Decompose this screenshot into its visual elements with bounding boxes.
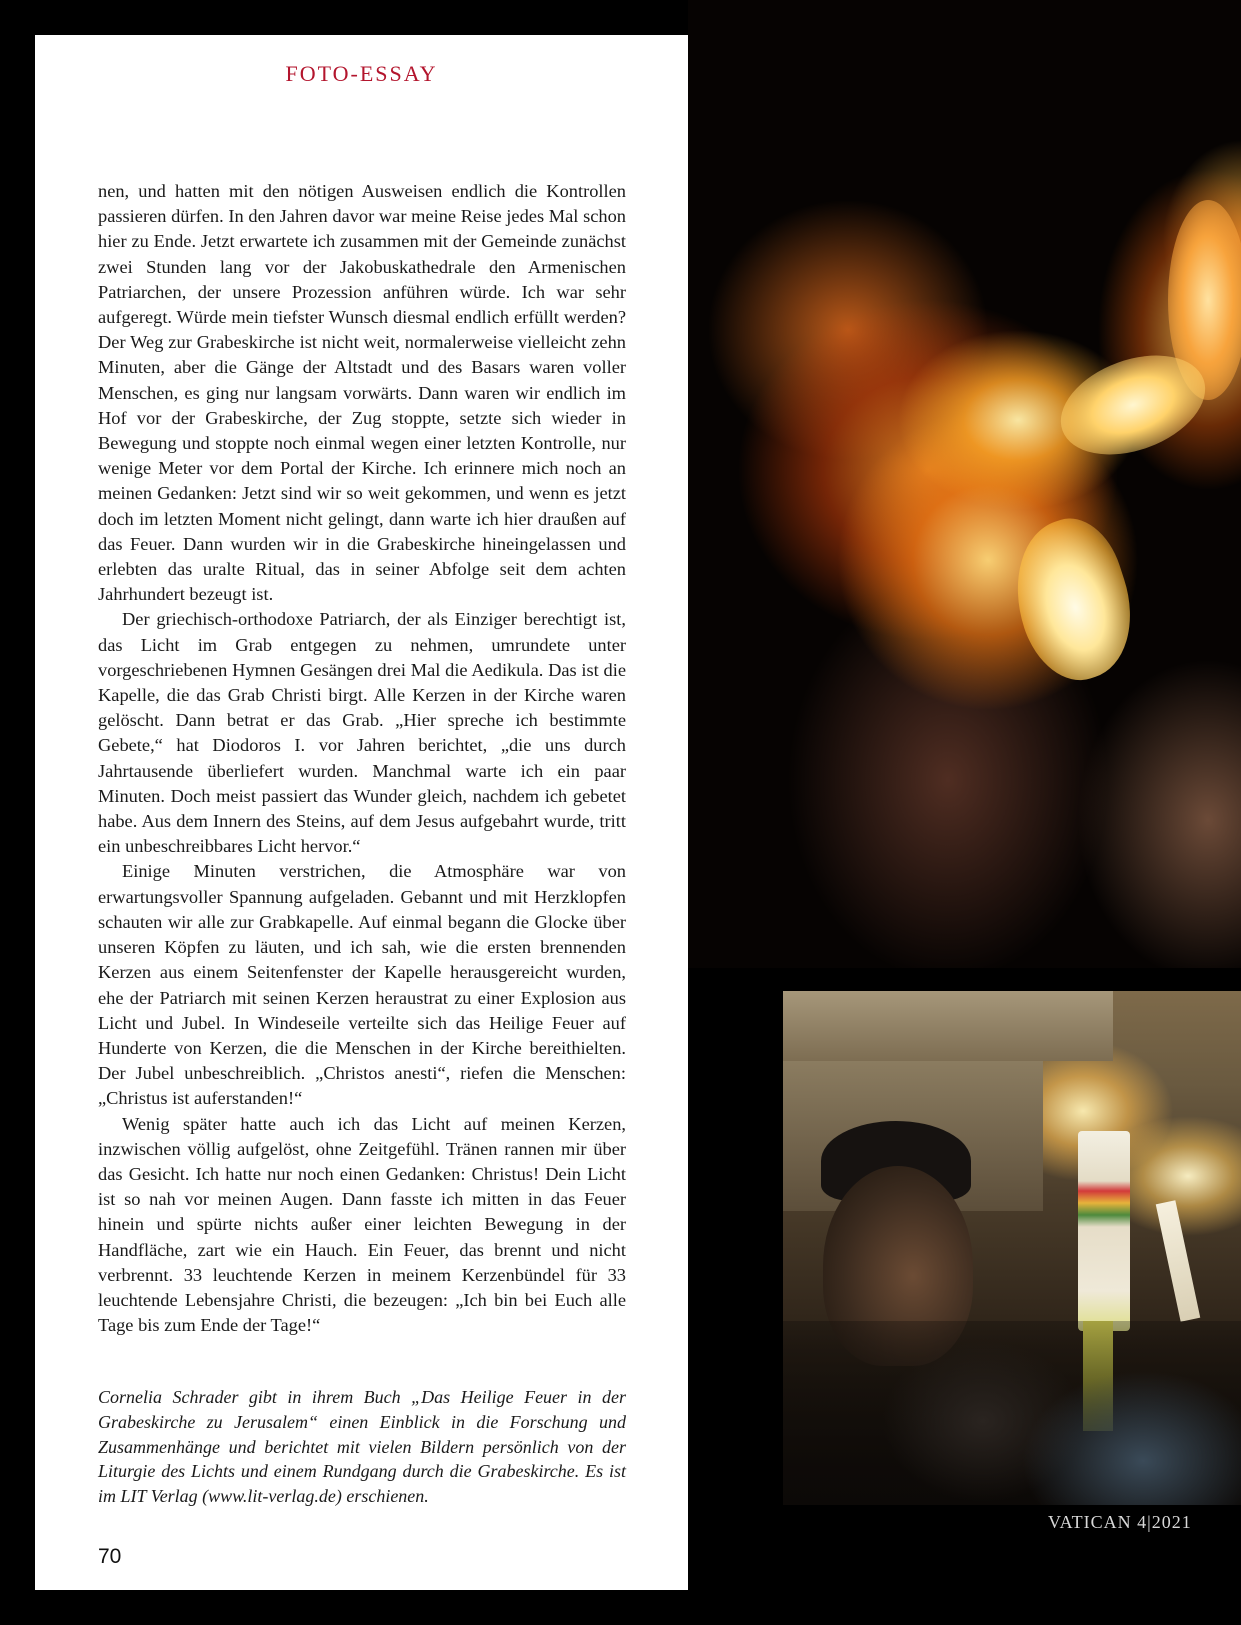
page-number: 70 (98, 1545, 122, 1568)
article-paragraph: Einige Minuten verstrichen, die Atmosphäre war von erwartungsvoller Spannung aufgeladen. Gebannt und mit Herzklopfen schauten wir alle zur Grabkapelle. Auf einmal begann die Glocke über unseren Köpfen zu läuten, und ich sah, wie die ersten brennenden Kerzen aus einem Seitenfenster der Kapelle herausgereicht wurden, ehe der Patriarch mit seinen Kerzen heraustrat zu einer Explosion aus Licht und Jubel. In Windeseile verteilte sich das Heilige Feuer auf Hunderte von Kerzen, die die Menschen in der Kirche bereithielten. Der Jubel unbeschreiblich. „Christos anesti“, riefen die Menschen: „Christus ist auferstanden!“ (98, 861, 626, 1109)
candle (1156, 1200, 1201, 1322)
stone-arch (783, 991, 1113, 1061)
flame-core (996, 507, 1150, 693)
book-note: Cornelia Schrader gibt in ihrem Buch „Das Heilige Feuer in der Grabeskirche zu Jerusalem“ einen Einblick in die Forschung und Zusammenhänge und berichtet mit vielen Bildern persönlich von der Liturgie des Lichts und einem Rundgang durch die Grabeskirche. Es ist im LIT Verlag (www.lit-verlag.de) erschienen. (98, 1387, 626, 1507)
holy-fire-photo (688, 0, 1241, 968)
text-page (35, 35, 688, 1590)
candle-bundle (1078, 1131, 1130, 1331)
candle-crowd-photo (783, 991, 1241, 1505)
article-paragraph: Der griechisch-orthodoxe Patriarch, der als Einziger berechtigt ist, das Licht im Grab entgegen zu nehmen, umrundete unter vorgeschriebenen Hymnen Gesängen drei Mal die Aedikula. Das ist die Kapelle, die das Grab Christi birgt. Alle Kerzen in der Kirche waren gelöscht. Dann betrat er das Grab. „Hier spreche ich bestimmte Gebete,“ hat Diodoros I. vor Jahren berichtet, „die uns durch Jahrtausende überliefert wurden. Manchmal warte ich ein paar Minuten. Doch meist passiert das Wunder gleich, nachdem ich gebetet habe. Aus dem Innern des Steins, auf dem Jesus aufgebahrt wurde, tritt ein unbeschreibbares Licht hervor.“ (98, 609, 626, 857)
section-label: FOTO-ESSAY (285, 61, 438, 86)
article-body (98, 179, 626, 1338)
crowd (783, 1321, 1241, 1505)
magazine-issue: VATICAN 4|2021 (1048, 1512, 1192, 1532)
article-paragraph: Wenig später hatte auch ich das Licht auf meinen Kerzen, inzwischen völlig aufgelöst, ohne Zeitgefühl. Tränen rannen mir über das Gesicht. Ich hatte nur noch einen Gedanken: Christus! Dein Licht ist so nah vor meinen Augen. Dann fasste ich mitten in das Feuer hinein und spürte nichts außer einer leichten Bewegung in der Handfläche, zart wie ein Hauch. Ein Feuer, das brennt und nicht verbrennt. 33 leuchtende Kerzen in meinem Kerzenbündel für 33 leuchtende Lebensjahre Christi, die bezeugen: „Ich bin bei Euch alle Tage bis zum Ende der Tage!“ (98, 1113, 626, 1336)
article-paragraph: nen, und hatten mit den nötigen Ausweisen endlich die Kontrollen passieren dürfen. In den Jahren davor war meine Reise jedes Mal schon hier zu Ende. Jetzt erwartete ich zusammen mit der Gemeinde zunächst zwei Stunden lang vor der Jakobuskathedrale den Armenischen Patriarchen, der unsere Prozession anführen würde. Ich war sehr aufgeregt. Würde mein tiefster Wunsch diesmal endlich erfüllt werden? Der Weg zur Grabeskirche ist nicht weit, normalerweise vielleicht zehn Minuten, aber die Gänge der Altstadt und des Basars waren voller Menschen, es ging nur langsam vorwärts. Dann waren wir endlich im Hof vor der Grabeskirche, der Zug stoppte, setzte sich wieder in Bewegung und stoppte noch einmal wegen einer letzten Kontrolle, nur wenige Meter vor dem Portal der Kirche. Ich erinnere mich noch an meinen Gedanken: Jetzt sind wir so weit gekommen, und wenn es jetzt doch im letzten Moment nicht gelingt, dann warte ich hier draußen auf das Feuer. Dann wurden wir in die Grabeskirche hineingelassen und erlebten das uralte Ritual, das in seiner Abfolge seit dem achten Jahrhundert bezeugt ist. (98, 181, 626, 605)
